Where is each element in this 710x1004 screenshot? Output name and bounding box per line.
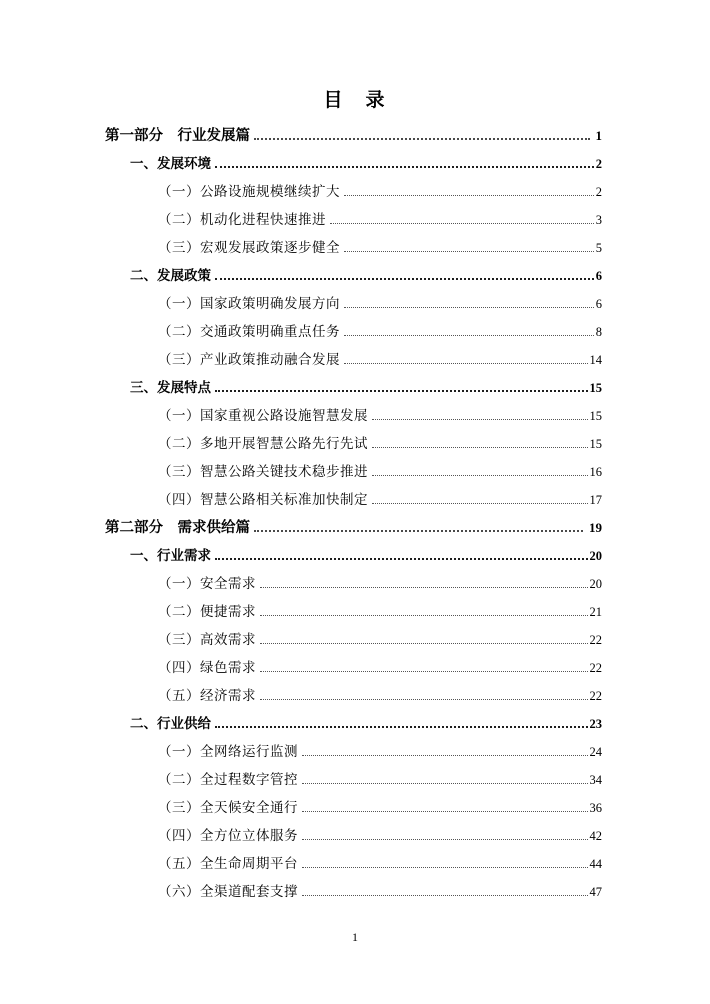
toc-entry[interactable]	[105, 206, 602, 234]
dot-leader	[372, 499, 588, 504]
dot-leader	[372, 415, 588, 420]
dot-leader	[344, 359, 588, 364]
dot-leader	[302, 751, 588, 756]
toc-entry[interactable]	[105, 822, 602, 850]
toc-entry-label: （四）智慧公路相关标准加快制定	[158, 492, 368, 507]
toc-entry[interactable]	[105, 766, 602, 794]
toc-entry[interactable]	[105, 122, 602, 150]
toc-entry-label: 一、发展环境	[130, 156, 211, 171]
dot-leader	[372, 471, 588, 476]
toc-entry-label: （四）绿色需求	[158, 660, 256, 675]
toc-entry-label: （三）高效需求	[158, 632, 256, 647]
toc-entry-page: 15	[589, 381, 602, 395]
dot-leader	[344, 331, 594, 336]
dot-leader	[344, 247, 594, 252]
toc-entry[interactable]	[105, 318, 602, 346]
toc-entry[interactable]	[105, 626, 602, 654]
dot-leader	[260, 667, 588, 672]
toc-entry-page: 19	[589, 520, 602, 535]
toc-entry-label: （一）安全需求	[158, 576, 256, 591]
toc-entry-label: （一）全网络运行监测	[158, 744, 298, 759]
toc-entry-label: 三、发展特点	[130, 380, 211, 395]
toc-entry[interactable]	[105, 682, 602, 710]
toc-entry[interactable]	[105, 654, 602, 682]
toc-entry-page: 47	[589, 885, 602, 899]
dot-leader	[302, 807, 588, 812]
toc-entry-label: （三）智慧公路关键技术稳步推进	[158, 464, 368, 479]
toc-entry-page: 22	[589, 689, 602, 703]
toc-entry-page: 21	[589, 605, 602, 619]
toc-entry-label: （二）多地开展智慧公路先行先试	[158, 436, 368, 451]
toc-entry[interactable]	[105, 514, 602, 542]
dot-leader	[302, 779, 588, 784]
dot-leader	[254, 526, 583, 532]
dot-leader	[215, 274, 594, 280]
toc-entry-page: 6	[595, 297, 602, 311]
dot-leader	[344, 191, 594, 196]
toc-entry[interactable]	[105, 430, 602, 458]
dot-leader	[302, 891, 588, 896]
toc-entry-label: （一）国家政策明确发展方向	[158, 296, 340, 311]
toc-entry-label: （二）便捷需求	[158, 604, 256, 619]
dot-leader	[330, 219, 594, 224]
dot-leader	[215, 722, 588, 728]
toc-entry-label: （五）全生命周期平台	[158, 856, 298, 871]
toc-entry-page: 42	[589, 829, 602, 843]
toc-entry-page: 23	[589, 717, 602, 731]
toc-entry-label: 第一部分 行业发展篇	[105, 128, 250, 144]
toc-entry[interactable]	[105, 150, 602, 178]
footer-page-number: 1	[352, 930, 358, 944]
toc-entry[interactable]	[105, 262, 602, 290]
dot-leader	[372, 443, 588, 448]
toc-entry-label: （五）经济需求	[158, 688, 256, 703]
dot-leader	[302, 835, 588, 840]
toc-entry-page: 20	[589, 549, 602, 563]
toc-entry-page: 15	[589, 409, 602, 423]
toc-entry[interactable]	[105, 710, 602, 738]
toc-entry[interactable]	[105, 374, 602, 402]
toc-entry[interactable]	[105, 458, 602, 486]
toc-entry-page: 2	[595, 185, 602, 199]
toc-entry[interactable]	[105, 346, 602, 374]
toc-entry-page: 16	[589, 465, 602, 479]
toc-entry-page: 3	[595, 213, 602, 227]
dot-leader	[344, 303, 594, 308]
dot-leader	[215, 554, 588, 560]
page-title: 目 录	[323, 90, 387, 111]
toc-entry[interactable]	[105, 878, 602, 906]
toc-entry-label: 二、发展政策	[130, 268, 211, 283]
toc-entry-page: 14	[589, 353, 602, 367]
dot-leader	[215, 386, 588, 392]
dot-leader	[302, 863, 588, 868]
toc-entry-label: （三）全天候安全通行	[158, 800, 298, 815]
toc-entry-label: （二）全过程数字管控	[158, 772, 298, 787]
toc-entry-page: 1	[595, 128, 602, 143]
toc-entry[interactable]	[105, 178, 602, 206]
toc-entry-label: （三）产业政策推动融合发展	[158, 352, 340, 367]
toc-entry-page: 6	[595, 269, 602, 283]
toc-entry-label: （一）公路设施规模继续扩大	[158, 184, 340, 199]
toc-entry-label: 二、行业供给	[130, 716, 211, 731]
toc-entry[interactable]	[105, 570, 602, 598]
dot-leader	[260, 695, 588, 700]
toc-entry-page: 2	[595, 157, 602, 171]
toc-entry-label: （一）国家重视公路设施智慧发展	[158, 408, 368, 423]
dot-leader	[215, 162, 594, 168]
toc-entry-page: 22	[589, 661, 602, 675]
toc-entry-label: （三）宏观发展政策逐步健全	[158, 240, 340, 255]
toc-entry-page: 5	[595, 241, 602, 255]
toc-entry-page: 17	[589, 493, 602, 507]
toc-entry-label: （六）全渠道配套支撑	[158, 884, 298, 899]
dot-leader	[254, 134, 590, 140]
toc-entry-page: 36	[589, 801, 602, 815]
toc-entry-page: 44	[589, 857, 602, 871]
toc-entry-page: 34	[589, 773, 602, 787]
toc-entry-label: 一、行业需求	[130, 548, 211, 563]
toc-entry-label: （四）全方位立体服务	[158, 828, 298, 843]
toc-entry[interactable]	[105, 402, 602, 430]
toc-entry[interactable]	[105, 598, 602, 626]
dot-leader	[260, 583, 588, 588]
toc-entry-label: 第二部分 需求供给篇	[105, 520, 250, 536]
toc-entry-label: （二）交通政策明确重点任务	[158, 324, 340, 339]
toc-entry[interactable]	[105, 486, 602, 514]
toc-entry[interactable]	[105, 290, 602, 318]
toc-entry-page: 8	[595, 325, 602, 339]
toc-entry[interactable]	[105, 850, 602, 878]
toc-entry[interactable]	[105, 794, 602, 822]
dot-leader	[260, 611, 588, 616]
toc-entry[interactable]	[105, 738, 602, 766]
toc-entry-page: 22	[589, 633, 602, 647]
toc-list	[105, 122, 602, 906]
toc-entry[interactable]	[105, 234, 602, 262]
dot-leader	[260, 639, 588, 644]
toc-entry-page: 24	[589, 745, 602, 759]
toc-entry-page: 15	[589, 437, 602, 451]
toc-entry[interactable]	[105, 542, 602, 570]
toc-entry-label: （二）机动化进程快速推进	[158, 212, 326, 227]
toc-entry-page: 20	[589, 577, 602, 591]
